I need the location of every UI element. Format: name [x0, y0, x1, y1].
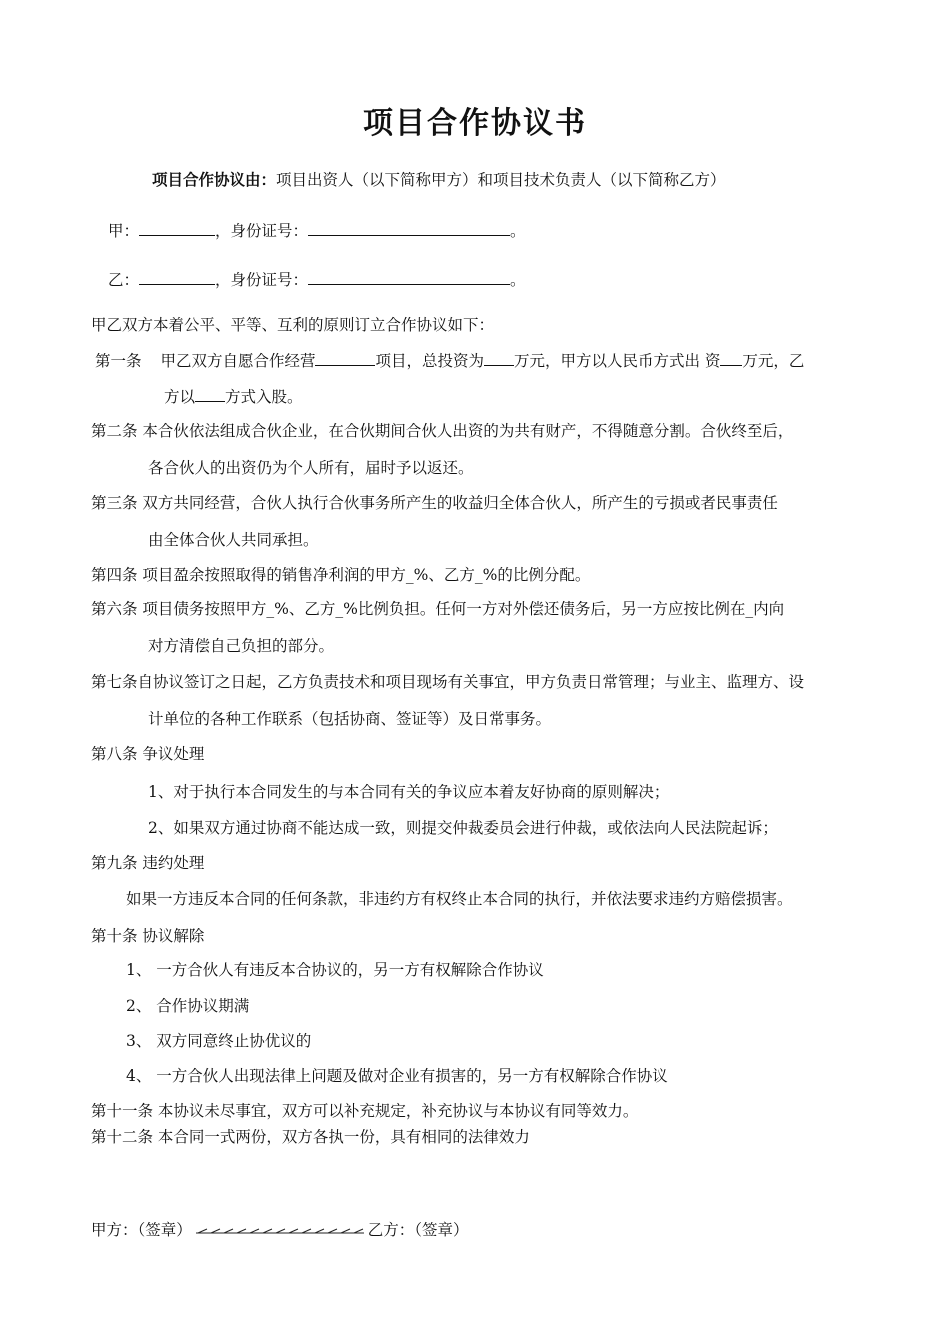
party-b-signature-label: 乙方：（签章）: [367, 1221, 469, 1239]
article-6-line-1: 第六条 项目债务按照甲方_%、乙方_%比例负担。任何一方对外偿还债务后，另一方应按比例在_内向: [91, 600, 785, 618]
party-b-id-label: ，身份证号：: [215, 271, 309, 289]
total-investment-blank: [484, 349, 514, 366]
article-10-item-2: 2、 合作协议期满: [126, 997, 250, 1015]
article-1-text-3: 万元，甲方以人民币方式出 资: [513, 352, 721, 370]
party-a-label: 甲：: [108, 222, 140, 240]
article-8-item-1: 1、对于执行本合同发生的与本合同有关的争议应本着友好协商的原则解决；: [148, 783, 670, 801]
article-3-line-2: 由全体合伙人共同承担。: [148, 531, 319, 549]
party-b-id-blank: [308, 268, 510, 285]
article-8-heading: 第八条 争议处理: [91, 745, 205, 763]
party-a-id-blank: [308, 219, 510, 236]
article-3-line-1: 第三条 双方共同经营，合伙人执行合伙事务所产生的收益归全体合伙人，所产生的亏损或者民事责任: [91, 494, 778, 512]
article-1-text-2: 项目，总投资为: [375, 352, 484, 370]
party-a-signature-label: 甲方：（签章）: [91, 1221, 192, 1239]
party-b-label: 乙：: [108, 271, 140, 289]
article-4-line-1: 第四条 项目盈余按照取得的销售净利润的甲方_%、乙方_%的比例分配。: [91, 566, 591, 584]
article-8-item-2: 2、如果双方通过协商不能达成一致，则提交仲裁委员会进行仲裁，或依法向人民法院起诉；: [148, 819, 778, 837]
party-a-end: 。: [510, 222, 526, 240]
article-1-text-5: 方以: [164, 388, 196, 406]
article-2-line-1: 第二条 本合伙依法组成合伙企业，在合伙期间合伙人出资的为共有财产，不得随意分割。合伙终至后，: [91, 422, 794, 440]
article-7-line-2: 计单位的各种工作联系（包括协商、签证等）及日常事务。: [148, 710, 552, 728]
article-2-line-2: 各合伙人的出资仍为个人所有，届时予以返还。: [148, 459, 474, 477]
article-12: 第十二条 本合同一式两份，双方各执一份，具有相同的法律效力: [91, 1128, 530, 1146]
article-6-line-2: 对方清偿自己负担的部分。: [148, 637, 335, 655]
article-10-item-3: 3、 双方同意终止协优议的: [126, 1032, 312, 1050]
party-b-line: [108, 268, 526, 290]
article-1-line-1: [95, 349, 804, 371]
party-a-id-label: ，身份证号：: [215, 222, 309, 240]
article-9-heading: 第九条 违约处理: [91, 854, 205, 872]
party-a-capital-blank: [720, 349, 742, 366]
party-b-end: 。: [510, 271, 526, 289]
article-1-head: 第一条: [95, 352, 142, 370]
document-title: 项目合作协议书: [363, 106, 587, 141]
article-1-text-4: 万元，乙: [742, 352, 805, 370]
intro-bold: 项目合作协议由：: [152, 170, 277, 189]
preamble: 甲乙双方本着公平、平等、互利的原则订立合作协议如下：: [91, 316, 495, 334]
article-7-line-1: 第七条自协议签订之日起，乙方负责技术和项目现场有关事宜，甲方负责日常管理；与业主、监理方、设: [91, 673, 805, 691]
intro-line: [152, 170, 726, 190]
article-10-item-4: 4、 一方合伙人出现法律上问题及做对企业有损害的，另一方有权解除合作协议: [126, 1067, 668, 1085]
intro-text: 项目出资人（以下简称甲方）和项目技术负责人（以下简称乙方）: [276, 171, 726, 189]
article-11: 第十一条 本协议未尽事宜，双方可以补充规定，补充协议与本协议有同等效力。: [91, 1102, 639, 1120]
party-a-name-blank: [139, 219, 215, 236]
article-1-text-1: 甲乙双方自愿合作经营: [160, 352, 316, 370]
article-10-item-1: 1、 一方合伙人有违反本合协议的，另一方有权解除合作协议: [126, 961, 544, 979]
party-b-name-blank: [139, 268, 215, 285]
article-1-text-6: 方式入股。: [225, 388, 303, 406]
signature-line: [91, 1220, 469, 1240]
tab-arrows-icon: [194, 1225, 366, 1237]
share-method-blank: [195, 385, 225, 402]
project-name-blank: [315, 349, 375, 366]
article-10-heading: 第十条 协议解除: [91, 927, 205, 945]
article-1-line-2: [164, 385, 303, 407]
party-a-line: [108, 219, 526, 241]
article-9-text: 如果一方违反本合同的任何条款，非违约方有权终止本合同的执行，并依法要求违约方赔偿损害。: [126, 890, 793, 908]
